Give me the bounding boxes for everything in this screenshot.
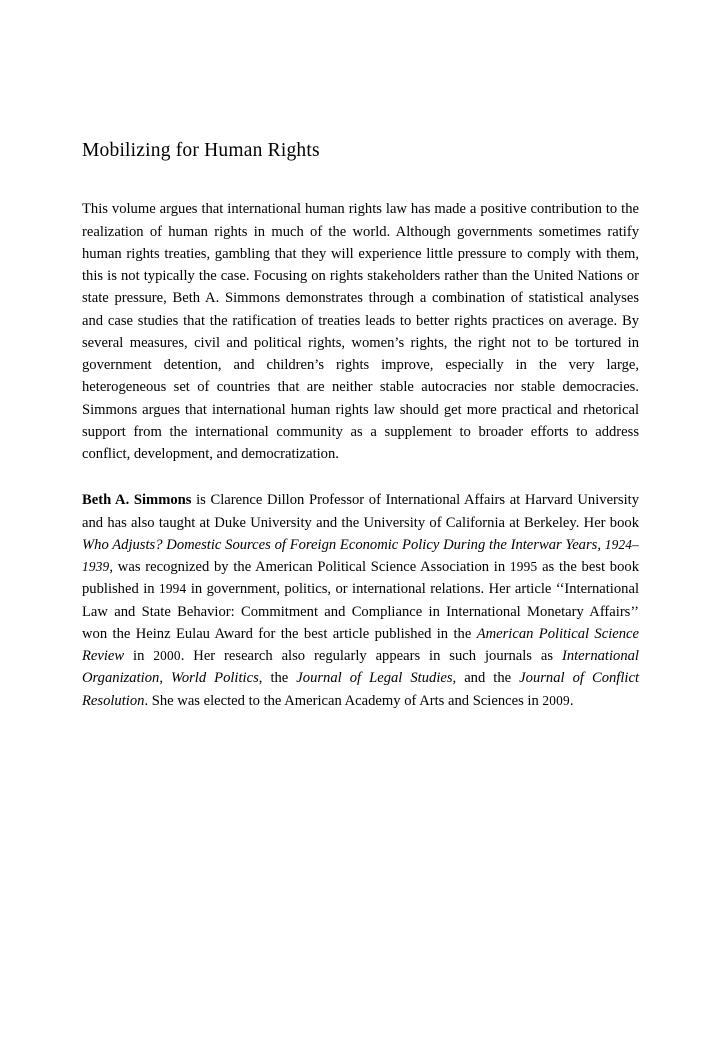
bio-segment-11: .: [569, 692, 574, 709]
bio-segment-1: is Clarence Dillon Professor of International Affairs at Harvard University and has also taught at Duke University and the University of California at Berkeley. Her book: [82, 492, 639, 531]
book-title-italic: Who Adjusts? Domestic Sources of Foreign Economic Policy During the Interwar Years,: [82, 536, 605, 553]
bio-segment-10: . She was elected to the American Academy of Arts and Sciences in: [144, 692, 543, 709]
journal-conflict-resolution-italic: Journal of Conflict Resolution: [82, 670, 639, 709]
author-name: Beth A. Simmons: [82, 492, 192, 509]
bio-segment-5: in: [124, 648, 154, 665]
journal-io-italic: International Organization: [82, 648, 639, 687]
bio-segment-8: , the: [258, 670, 297, 687]
journal-legal-studies-italic: Journal of Legal Studies: [296, 670, 453, 687]
bio-segment-9: , and the: [452, 670, 520, 687]
year-2000: 2000: [153, 648, 181, 664]
bio-segment-7: ,: [159, 670, 171, 687]
journal-world-politics-italic: World Politics: [171, 670, 259, 687]
journal-apsr-italic: American Political Science Review: [82, 625, 639, 665]
author-bio-paragraph: [82, 489, 639, 712]
bio-segment-6: . Her research also regularly appears in such journals as: [180, 648, 562, 665]
bio-segment-4: in government, politics, or international relations. Her article ‘‘International Law and State Behavior: Commitment and Compliance in International Monetary Affairs’’ won the Heinz Eulau Award for the best article published in the: [82, 581, 639, 642]
year-1994: 1994: [158, 581, 187, 597]
blurb-paragraph: This volume argues that international human rights law has made a positive contribution to the realization of human rights in much of the world. Although governments sometimes ratify human rights treaties, gambling that they will experience little pressure to comply with them, this is not typically the case. Focusing on rights stakeholders rather than the United Nations or state pressure, Beth A. Simmons demonstrates through a combination of statistical analyses and case studies that the ratification of treaties leads to better rights practices on average. By several measures, civil and political rights, women’s rights, the right not to be tortured in government detention, and children’s rights improve, especially in the very large, heterogeneous set of countries that are neither stable autocracies nor stable democracies. Simmons argues that international human rights law should get more practical and rhetorical support from the international community as a supplement to broader efforts to address conflict, development, and democratization.: [82, 201, 639, 463]
year-1995: 1995: [509, 559, 538, 575]
year-2009: 2009: [542, 692, 570, 708]
bio-segment-3: as the best book published in: [82, 559, 639, 598]
book-years-italic: 1924–1939: [82, 536, 639, 575]
bio-segment-2: , was recognized by the American Political Science Association in: [109, 559, 510, 576]
page-title: Mobilizing for Human Rights: [82, 140, 320, 161]
